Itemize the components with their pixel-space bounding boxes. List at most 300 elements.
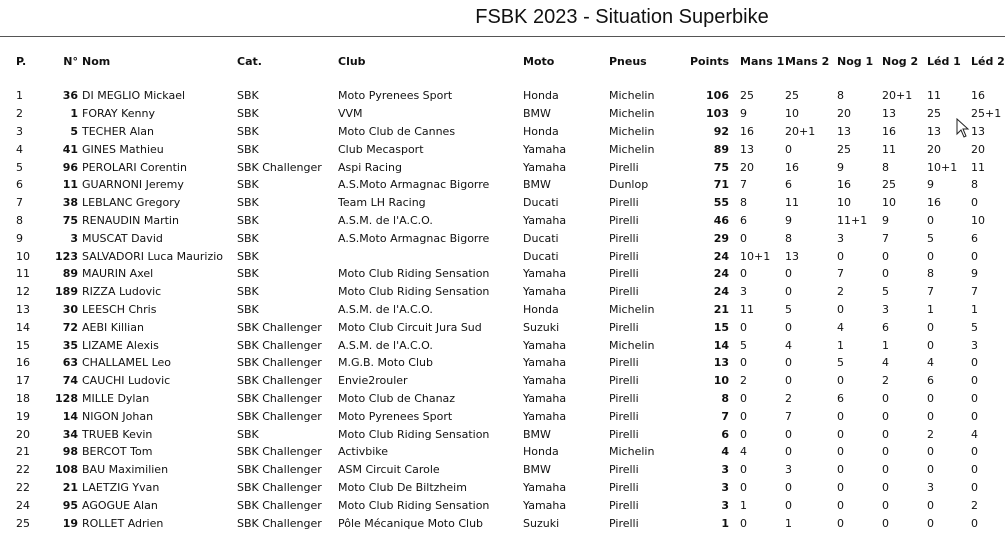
club-cell: A.S.M. de l'A.C.O. — [338, 302, 433, 316]
nog1-cell: 7 — [837, 267, 844, 281]
nog1-cell: 9 — [837, 160, 844, 174]
points-cell: 92 — [713, 124, 729, 138]
moto-cell: Yamaha — [523, 285, 567, 299]
pneus-cell: Pirelli — [609, 320, 639, 334]
mans1-cell: 5 — [740, 338, 747, 352]
pneus-cell: Pirelli — [609, 463, 639, 477]
mans1-cell: 0 — [740, 391, 747, 405]
mans1-cell: 2 — [740, 374, 747, 388]
led2-cell: 4 — [971, 427, 978, 441]
name-cell: LIZAME Alexis — [82, 338, 159, 352]
table-row — [0, 479, 1005, 497]
name-cell: BAU Maximilien — [82, 463, 169, 477]
points-cell: 15 — [713, 320, 729, 334]
mans1-cell: 25 — [740, 89, 754, 103]
moto-cell: Yamaha — [523, 338, 567, 352]
table-row — [0, 212, 1005, 230]
led2-cell: 20 — [971, 142, 985, 156]
pos-cell: 15 — [16, 338, 30, 352]
mans1-cell: 0 — [740, 356, 747, 370]
club-cell: Moto Club de Chanaz — [338, 391, 456, 405]
mans1-cell: 16 — [740, 124, 754, 138]
name-cell: AEBI Killian — [82, 320, 144, 334]
points-cell: 6 — [721, 427, 729, 441]
mans2-cell: 6 — [785, 178, 792, 192]
pneus-cell: Michelin — [609, 142, 655, 156]
moto-cell: Yamaha — [523, 213, 567, 227]
pos-cell: 25 — [16, 516, 30, 530]
table-row — [0, 318, 1005, 336]
table-row — [0, 461, 1005, 479]
name-cell: SALVADORI Luca Maurizio — [82, 249, 224, 263]
pos-cell: 22 — [16, 463, 30, 477]
moto-cell: Yamaha — [523, 374, 567, 388]
pos-cell: 1 — [16, 89, 23, 103]
led2-cell: 3 — [971, 338, 978, 352]
pneus-cell: Pirelli — [609, 160, 639, 174]
header-mans2: Mans 2 — [785, 54, 830, 68]
nog1-cell: 10 — [837, 196, 851, 210]
nog2-cell: 0 — [882, 445, 889, 459]
mans1-cell: 0 — [740, 516, 747, 530]
cat-cell: SBK Challenger — [237, 498, 322, 512]
name-cell: CHALLAMEL Leo — [82, 356, 172, 370]
points-cell: 4 — [721, 445, 729, 459]
led2-cell: 8 — [971, 178, 978, 192]
led2-cell: 11 — [971, 160, 985, 174]
mans1-cell: 1 — [740, 498, 747, 512]
nog1-cell: 6 — [837, 391, 844, 405]
cat-cell: SBK Challenger — [237, 356, 322, 370]
header-led2: Léd 2 — [971, 54, 1005, 68]
cat-cell: SBK Challenger — [237, 374, 322, 388]
moto-cell: Yamaha — [523, 356, 567, 370]
mans2-cell: 20+1 — [785, 124, 816, 138]
pneus-cell: Pirelli — [609, 498, 639, 512]
points-cell: 3 — [721, 480, 729, 494]
club-cell: VVM — [338, 107, 363, 121]
moto-cell: Ducati — [523, 249, 559, 263]
mans2-cell: 4 — [785, 338, 792, 352]
club-cell: Aspi Racing — [338, 160, 402, 174]
club-cell: Envie2rouler — [338, 374, 408, 388]
nog1-cell: 25 — [837, 142, 851, 156]
cat-cell: SBK — [237, 231, 259, 245]
pneus-cell: Pirelli — [609, 231, 639, 245]
points-cell: 24 — [713, 285, 729, 299]
table-row — [0, 123, 1005, 141]
table-row — [0, 407, 1005, 425]
header-pos: P. — [16, 54, 27, 68]
club-cell: Moto Club Riding Sensation — [338, 427, 490, 441]
num-cell: 123 — [55, 249, 78, 263]
cat-cell: SBK — [237, 178, 259, 192]
cat-cell: SBK Challenger — [237, 160, 322, 174]
pos-cell: 19 — [16, 409, 30, 423]
led1-cell: 2 — [927, 427, 934, 441]
led1-cell: 0 — [927, 320, 934, 334]
nog1-cell: 4 — [837, 320, 844, 334]
led1-cell: 9 — [927, 178, 934, 192]
header-club: Club — [338, 54, 366, 68]
led1-cell: 11 — [927, 89, 941, 103]
nog2-cell: 9 — [882, 213, 889, 227]
points-cell: 46 — [713, 213, 729, 227]
nog1-cell: 0 — [837, 374, 844, 388]
mans2-cell: 0 — [785, 427, 792, 441]
header-nog2: Nog 2 — [882, 54, 919, 68]
header-led1: Léd 1 — [927, 54, 961, 68]
cat-cell: SBK — [237, 267, 259, 281]
pos-cell: 5 — [16, 160, 23, 174]
led2-cell: 25+1 — [971, 107, 1002, 121]
name-cell: RIZZA Ludovic — [82, 285, 162, 299]
led1-cell: 0 — [927, 445, 934, 459]
led1-cell: 0 — [927, 213, 934, 227]
led1-cell: 6 — [927, 374, 934, 388]
pos-cell: 8 — [16, 213, 23, 227]
points-cell: 10 — [713, 374, 729, 388]
points-cell: 103 — [706, 107, 729, 121]
led1-cell: 8 — [927, 267, 934, 281]
led2-cell: 1 — [971, 302, 978, 316]
num-cell: 95 — [62, 498, 78, 512]
cat-cell: SBK — [237, 213, 259, 227]
led2-cell: 0 — [971, 463, 978, 477]
num-cell: 63 — [62, 356, 78, 370]
club-cell — [338, 247, 523, 265]
table-row — [0, 247, 1005, 265]
name-cell: GUARNONI Jeremy — [82, 178, 184, 192]
mans2-cell: 0 — [785, 267, 792, 281]
mans2-cell: 25 — [785, 89, 799, 103]
pos-cell: 20 — [16, 427, 30, 441]
nog2-cell: 0 — [882, 463, 889, 477]
num-cell: 3 — [70, 231, 78, 245]
cat-cell: SBK Challenger — [237, 391, 322, 405]
num-cell: 189 — [55, 285, 78, 299]
moto-cell: Yamaha — [523, 391, 567, 405]
led1-cell: 1 — [927, 302, 934, 316]
mans2-cell: 0 — [785, 374, 792, 388]
table-row — [0, 140, 1005, 158]
pneus-cell: Pirelli — [609, 427, 639, 441]
header-num: N° — [63, 54, 78, 68]
led2-cell: 0 — [971, 516, 978, 530]
pos-cell: 14 — [16, 320, 30, 334]
num-cell: 30 — [62, 302, 78, 316]
moto-cell: Honda — [523, 302, 559, 316]
mans2-cell: 5 — [785, 302, 792, 316]
club-cell: Moto Club Riding Sensation — [338, 285, 490, 299]
nog1-cell: 5 — [837, 356, 844, 370]
mans2-cell: 0 — [785, 445, 792, 459]
points-cell: 75 — [713, 160, 729, 174]
mans2-cell: 8 — [785, 231, 792, 245]
name-cell: CAUCHI Ludovic — [82, 374, 171, 388]
points-cell: 13 — [713, 356, 729, 370]
header-nog1: Nog 1 — [837, 54, 874, 68]
num-cell: 128 — [55, 391, 78, 405]
pneus-cell: Pirelli — [609, 356, 639, 370]
moto-cell: BMW — [523, 427, 551, 441]
nog2-cell: 13 — [882, 107, 896, 121]
pos-cell: 22 — [16, 480, 30, 494]
num-cell: 34 — [62, 427, 78, 441]
points-cell: 24 — [713, 267, 729, 281]
pneus-cell: Pirelli — [609, 213, 639, 227]
mans2-cell: 16 — [785, 160, 799, 174]
name-cell: MILLE Dylan — [82, 391, 150, 405]
pos-cell: 16 — [16, 356, 30, 370]
header-row — [0, 52, 1005, 70]
pneus-cell: Michelin — [609, 445, 655, 459]
num-cell: 1 — [70, 107, 78, 121]
table-row — [0, 514, 1005, 532]
mans1-cell: 3 — [740, 285, 747, 299]
nog1-cell: 3 — [837, 231, 844, 245]
led1-cell: 13 — [927, 124, 941, 138]
moto-cell: Honda — [523, 124, 559, 138]
cat-cell: SBK Challenger — [237, 516, 322, 530]
num-cell: 98 — [62, 445, 78, 459]
nog1-cell: 0 — [837, 498, 844, 512]
nog1-cell: 0 — [837, 409, 844, 423]
led1-cell: 7 — [927, 285, 934, 299]
nog2-cell: 1 — [882, 338, 889, 352]
cat-cell: SBK Challenger — [237, 463, 322, 477]
mans1-cell: 8 — [740, 196, 747, 210]
num-cell: 19 — [62, 516, 78, 530]
mans1-cell: 4 — [740, 445, 747, 459]
nog1-cell: 16 — [837, 178, 851, 192]
mans1-cell: 7 — [740, 178, 747, 192]
club-cell: Moto Club De Biltzheim — [338, 480, 467, 494]
moto-cell: Yamaha — [523, 409, 567, 423]
nog1-cell: 0 — [837, 480, 844, 494]
mans2-cell: 0 — [785, 498, 792, 512]
moto-cell: Yamaha — [523, 267, 567, 281]
moto-cell: BMW — [523, 178, 551, 192]
header-points: Points — [689, 54, 729, 68]
pos-cell: 4 — [16, 142, 23, 156]
mans1-cell: 13 — [740, 142, 754, 156]
header-moto: Moto — [523, 54, 555, 68]
pos-cell: 6 — [16, 178, 23, 192]
pneus-cell: Pirelli — [609, 196, 639, 210]
club-cell: Moto Pyrenees Sport — [338, 89, 453, 103]
nog2-cell: 4 — [882, 356, 889, 370]
pneus-cell: Michelin — [609, 302, 655, 316]
led2-cell: 9 — [971, 267, 978, 281]
cat-cell: SBK — [237, 89, 259, 103]
name-cell: LAETZIG Yvan — [82, 480, 160, 494]
name-cell: LEESCH Chris — [82, 302, 157, 316]
nog1-cell: 1 — [837, 338, 844, 352]
table-row — [0, 336, 1005, 354]
club-cell: M.G.B. Moto Club — [338, 356, 433, 370]
points-cell: 8 — [721, 391, 729, 405]
pneus-cell: Pirelli — [609, 267, 639, 281]
mans2-cell: 13 — [785, 249, 799, 263]
led1-cell: 0 — [927, 463, 934, 477]
table-row — [0, 496, 1005, 514]
cat-cell: SBK — [237, 249, 259, 263]
nog2-cell: 0 — [882, 409, 889, 423]
led2-cell: 0 — [971, 249, 978, 263]
pos-cell: 17 — [16, 374, 30, 388]
points-cell: 29 — [713, 231, 729, 245]
nog1-cell: 20 — [837, 107, 851, 121]
pneus-cell: Dunlop — [609, 178, 649, 192]
moto-cell: Yamaha — [523, 160, 567, 174]
led1-cell: 25 — [927, 107, 941, 121]
nog2-cell: 0 — [882, 480, 889, 494]
cat-cell: SBK — [237, 196, 259, 210]
club-cell: Pôle Mécanique Moto Club — [338, 516, 484, 530]
points-cell: 89 — [713, 142, 729, 156]
club-cell: A.S.Moto Armagnac Bigorre — [338, 231, 490, 245]
table-row — [0, 301, 1005, 319]
table-row — [0, 194, 1005, 212]
pneus-cell: Michelin — [609, 107, 655, 121]
nog2-cell: 2 — [882, 374, 889, 388]
name-cell: ROLLET Adrien — [82, 516, 164, 530]
nog1-cell: 0 — [837, 445, 844, 459]
name-cell: TRUEB Kevin — [82, 427, 153, 441]
nog1-cell: 0 — [837, 302, 844, 316]
num-cell: 5 — [70, 124, 78, 138]
moto-cell: Yamaha — [523, 142, 567, 156]
moto-cell: Ducati — [523, 231, 559, 245]
led2-cell: 0 — [971, 409, 978, 423]
table-row — [0, 354, 1005, 372]
led1-cell: 4 — [927, 356, 934, 370]
pos-cell: 10 — [16, 249, 30, 263]
pneus-cell: Pirelli — [609, 374, 639, 388]
header-nom: Nom — [82, 54, 111, 68]
points-cell: 21 — [713, 302, 729, 316]
mans2-cell: 2 — [785, 391, 792, 405]
led2-cell: 2 — [971, 498, 978, 512]
pos-cell: 3 — [16, 124, 23, 138]
club-cell: Moto Club Circuit Jura Sud — [338, 320, 482, 334]
club-cell: Moto Club Riding Sensation — [338, 267, 490, 281]
pneus-cell: Pirelli — [609, 391, 639, 405]
mans2-cell: 7 — [785, 409, 792, 423]
pos-cell: 21 — [16, 445, 30, 459]
pos-cell: 7 — [16, 196, 23, 210]
pneus-cell: Pirelli — [609, 409, 639, 423]
led1-cell: 10+1 — [927, 160, 958, 174]
table-row — [0, 425, 1005, 443]
num-cell: 36 — [62, 89, 78, 103]
name-cell: FORAY Kenny — [82, 107, 155, 121]
name-cell: TECHER Alan — [82, 124, 155, 138]
table-row — [0, 283, 1005, 301]
name-cell: LEBLANC Gregory — [82, 196, 181, 210]
moto-cell: Ducati — [523, 196, 559, 210]
page-title: FSBK 2023 - Situation Superbike — [475, 6, 769, 28]
num-cell: 89 — [62, 267, 78, 281]
pneus-cell: Pirelli — [609, 516, 639, 530]
cat-cell: SBK Challenger — [237, 320, 322, 334]
led2-cell: 7 — [971, 285, 978, 299]
num-cell: 38 — [62, 196, 78, 210]
mans1-cell: 20 — [740, 160, 754, 174]
points-cell: 7 — [721, 409, 729, 423]
pos-cell: 24 — [16, 498, 30, 512]
nog2-cell: 8 — [882, 160, 889, 174]
name-cell: MAURIN Axel — [82, 267, 154, 281]
moto-cell: Suzuki — [523, 516, 560, 530]
led1-cell: 5 — [927, 231, 934, 245]
num-cell: 75 — [62, 213, 78, 227]
nog1-cell: 0 — [837, 516, 844, 530]
title-divider — [0, 36, 1005, 37]
led2-cell: 0 — [971, 480, 978, 494]
mans1-cell: 0 — [740, 463, 747, 477]
points-cell: 106 — [706, 89, 729, 103]
club-cell: Moto Pyrenees Sport — [338, 409, 453, 423]
points-cell: 14 — [713, 338, 729, 352]
num-cell: 11 — [62, 178, 78, 192]
table-row — [0, 105, 1005, 123]
table-row — [0, 176, 1005, 194]
mans2-cell: 0 — [785, 480, 792, 494]
led1-cell: 0 — [927, 338, 934, 352]
nog2-cell: 0 — [882, 249, 889, 263]
points-cell: 3 — [721, 463, 729, 477]
led1-cell: 3 — [927, 480, 934, 494]
cat-cell: SBK Challenger — [237, 445, 322, 459]
name-cell: BERCOT Tom — [82, 445, 153, 459]
led1-cell: 0 — [927, 498, 934, 512]
mans1-cell: 0 — [740, 267, 747, 281]
pos-cell: 18 — [16, 391, 30, 405]
cat-cell: SBK — [237, 124, 259, 138]
led1-cell: 20 — [927, 142, 941, 156]
cat-cell: SBK Challenger — [237, 338, 322, 352]
table-row — [0, 229, 1005, 247]
moto-cell: Yamaha — [523, 480, 567, 494]
led2-cell: 0 — [971, 445, 978, 459]
points-cell: 71 — [713, 178, 729, 192]
name-cell: MUSCAT David — [82, 231, 163, 245]
nog2-cell: 6 — [882, 320, 889, 334]
pneus-cell: Michelin — [609, 89, 655, 103]
nog1-cell: 8 — [837, 89, 844, 103]
cat-cell: SBK — [237, 285, 259, 299]
cat-cell: SBK — [237, 302, 259, 316]
nog2-cell: 10 — [882, 196, 896, 210]
nog2-cell: 0 — [882, 498, 889, 512]
led2-cell: 5 — [971, 320, 978, 334]
mans2-cell: 0 — [785, 356, 792, 370]
mans1-cell: 0 — [740, 231, 747, 245]
points-cell: 3 — [721, 498, 729, 512]
pos-cell: 9 — [16, 231, 23, 245]
nog1-cell: 0 — [837, 463, 844, 477]
club-cell: Club Mecasport — [338, 142, 424, 156]
num-cell: 108 — [55, 463, 78, 477]
pneus-cell: Pirelli — [609, 480, 639, 494]
pneus-cell: Pirelli — [609, 249, 639, 263]
mans1-cell: 11 — [740, 302, 754, 316]
table-row — [0, 443, 1005, 461]
nog2-cell: 0 — [882, 391, 889, 405]
name-cell: NIGON Johan — [82, 409, 154, 423]
